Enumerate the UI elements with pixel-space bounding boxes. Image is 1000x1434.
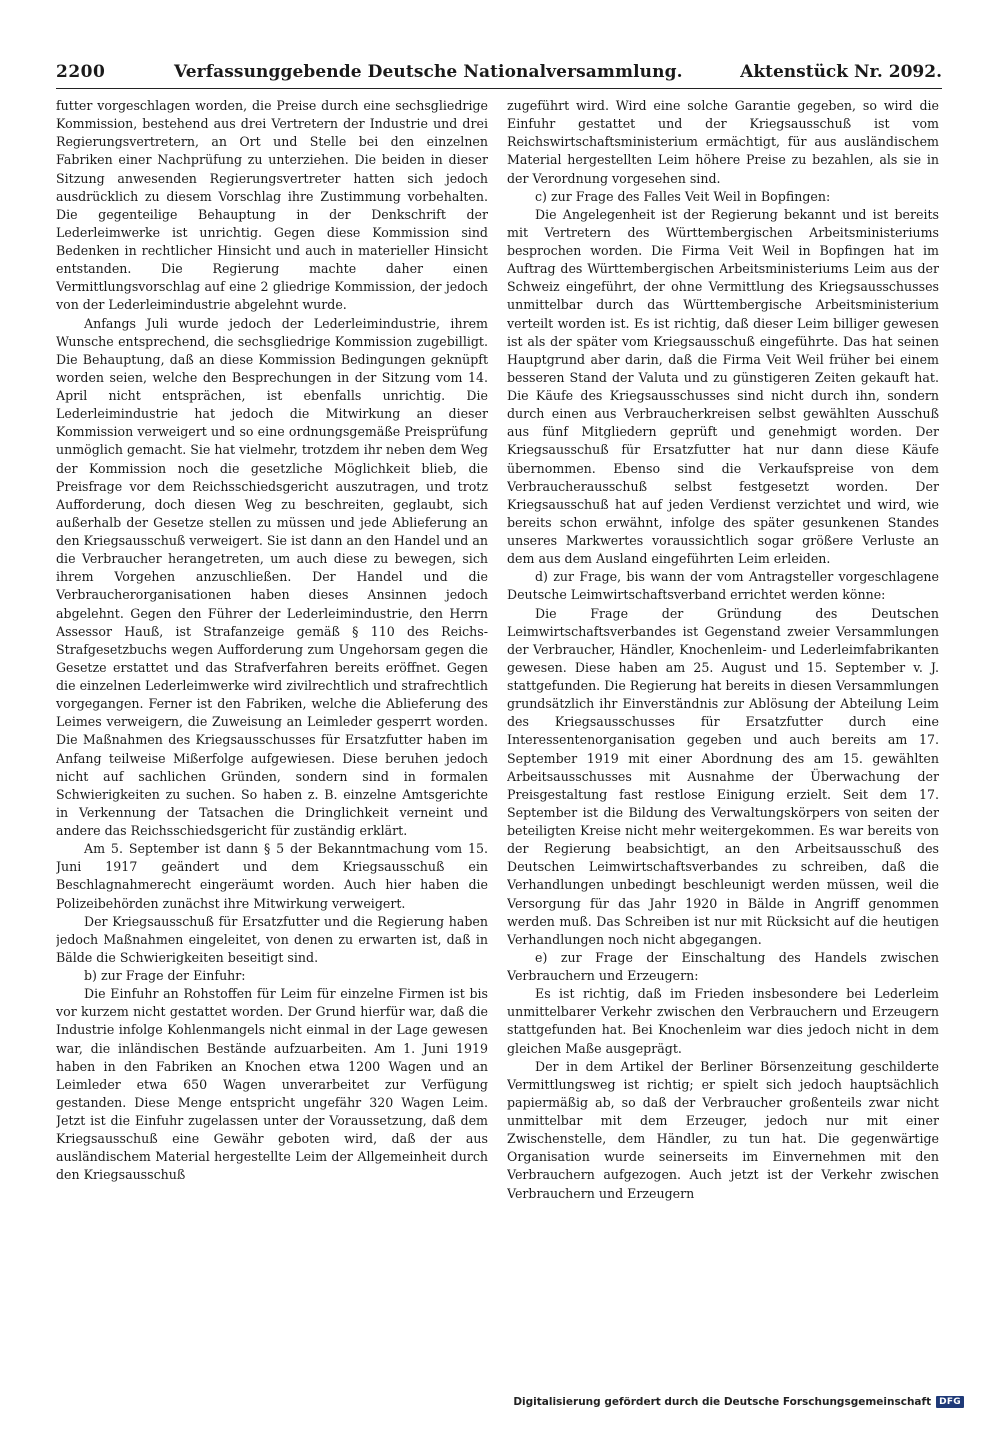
paragraph: Der Kriegsausschuß für Ersatzfutter und die Regierung haben jedoch Maßnahmen eingeleitet, von denen zu erwarten ist, daß in Bälde die Schwierigkeiten beseitigt sind. <box>56 913 488 965</box>
credit-text: Digitalisierung gefördert durch die Deutsche Forschungsgemeinschaft <box>513 1396 932 1408</box>
paragraph: Die Frage der Gründung des Deutschen Leimwirtschaftsverbandes ist Gegenstand zweier Versammlungen der Verbraucher, Händler, Knochenleim- und Lederleimfabrikanten gewesen. Diese haben am 25. August und 15. September v. J. stattgefunden. Die Regierung hat bereits in diesen Versammlungen grundsätzlich ihr Einverständnis zur Ablösung der Abteilung Leim des Kriegsausschusses für Ersatzfutter durch eine Interessentenorganisation gegeben und auch bereits am 17. September 1919 mit einer Abordnung des am 15. gewählten Arbeitsausschusses mit Ausnahme der Überwachung der Preisgestaltung fast restlose Einigung erzielt. Seit dem 17. September ist die Bildung des Verwaltungskörpers von seiten der beteiligten Kreise nicht mehr weitergekommen. Es war bereits von der Regierung beabsichtigt, an den Arbeitsausschuß des Deutschen Leimwirtschaftsverbandes zu schreiben, daß die Verhandlungen unbedingt beschleunigt werden müssen, weil die Versorgung für das Jahr 1920 in Bälde in Angriff genommen werden muß. Das Schreiben ist nur mit Rücksicht auf die heutigen Verhandlungen noch nicht abgegangen. <box>507 605 939 947</box>
section-heading: b) zur Frage der Einfuhr: <box>84 968 246 983</box>
paragraph: zugeführt wird. Wird eine solche Garantie gegeben, so wird die Einfuhr gestattet und der Kriegsausschuß ist vom Reichswirtschaftsministerium ermächtigt, für aus ausländischem Material hergestellten Leim höhere Preise zu bezahlen, als sie in der Verordnung vorgesehen sind. <box>507 98 939 186</box>
left-column <box>56 97 488 1335</box>
header-rule <box>56 88 942 89</box>
right-column <box>507 97 939 1335</box>
section-heading: e) zur Frage der Einschaltung des Handels zwischen Verbrauchern und Erzeugern: <box>507 949 939 983</box>
paragraph: Anfangs Juli wurde jedoch der Lederleimindustrie, ihrem Wunsche entsprechend, die sechsgliedrige Kommission zugebilligt. Die Behauptung, daß an diese Kommission Bedingungen geknüpft worden seien, welche den Besprechungen in der Sitzung vom 14. April nicht entsprächen, ist ebenfalls unrichtig. Die Lederleimindustrie hat jedoch die Mitwirkung an dieser Kommission verweigert und so eine ordnungsgemäße Preisprüfung unmöglich gemacht. Sie hat vielmehr, trotzdem ihr neben dem Weg der Kommission noch die gesetzliche Möglichkeit blieb, die Preisfrage vor dem Reichsschiedsgericht auszutragen, und trotz Aufforderung, doch diesen Weg zu beschreiten, geglaubt, sich außerhalb der Gesetze stellen zu müssen und jede Ablieferung an den Kriegsausschuß verweigert. Sie ist dann an den Handel und an die Verbraucher herangetreten, um auch diese zu bewegen, sich ihrem Vorgehen anzuschließen. Der Handel und die Verbraucherorganisationen haben dieses Ansinnen jedoch abgelehnt. Gegen den Führer der Lederleimindustrie, den Herrn Assessor Hauß, ist Strafanzeige gemäß § 110 des Reichs-Strafgesetzbuchs wegen Aufforderung zum Ungehorsam gegen die Gesetze erstattet und das Strafverfahren bereits eröffnet. Gegen die einzelnen Lederleimwerke wird zivilrechtlich und strafrechtlich vorgegangen. Ferner ist den Fabriken, welche die Ablieferung des Leimes verweigern, die Zuweisung an Leimleder gesperrt worden. Die Maßnahmen des Kriegsausschusses für Ersatzfutter haben im Anfang teilweise Mißerfolge aufgewiesen. Diese beruhen jedoch nicht auf sachlichen Gründen, sondern sind in formalen Schwierigkeiten zu suchen. So haben z. B. einzelne Amtsgerichte in Verkennung der Tatsachen die Dringlichkeit verneint und andere das Reichsschiedsgericht für zuständig erklärt. <box>56 315 488 838</box>
paragraph: Am 5. September ist dann § 5 der Bekanntmachung vom 15. Juni 1917 geändert und dem Kriegsausschuß ein Beschlagnahmerecht eingeräumt worden. Auch hier haben die Polizeibehörden zunächst ihre Mitwirkung verweigert. <box>56 841 488 911</box>
section-heading: d) zur Frage, bis wann der vom Antragsteller vorgeschlagene Deutsche Leimwirtschaftsverband errichtet werden könne: <box>507 569 939 603</box>
digitization-credit <box>513 1393 964 1411</box>
paragraph: Die Angelegenheit ist der Regierung bekannt und ist bereits mit Vertretern des Württembergischen Arbeitsministeriums besprochen worden. Die Firma Veit Weil in Bopfingen hat im Auftrag des Württembergischen Arbeitsministeriums Leim aus der Schweiz eingeführt, der ohne Vermittlung des Kriegsausschusses unmittelbar durch das Württembergische Arbeitsministerium verteilt worden ist. Es ist richtig, daß dieser Leim billiger gewesen ist als der später vom Kriegsausschuß eingeführte. Das hat seinen Hauptgrund aber darin, daß die Firma Veit Weil früher bei einem besseren Stand der Valuta und zu günstigeren Zeiten gekauft hat. Die Käufe des Kriegsausschusses sind nicht durch ihn, sondern durch einen aus Verbraucherkreisen selbst gewählten Ausschuß aus fünf Mitgliedern geprüft und genehmigt worden. Der Kriegsausschuß für Ersatzfutter hat nur dann diese Käufe übernommen. Ebenso sind die Verkaufspreise von dem Verbraucherausschuß selbst festgesetzt worden. Der Kriegsausschuß hat auf jeden Verdienst verzichtet und wird, wie bereits schon erwähnt, infolge des später gesunkenen Standes unseres Markwertes voraussichtlich sogar größere Verluste an dem aus dem Ausland eingeführten Leim erleiden. <box>507 206 939 567</box>
dfg-logo: DFG <box>936 1396 964 1408</box>
paragraph: Der in dem Artikel der Berliner Börsenzeitung geschilderte Vermittlungsweg ist richtig; er spielt sich jedoch hauptsächlich papiermäßig ab, so daß der Verbraucher großenteils zwar nicht unmittelbar mit dem Erzeuger, jedoch nur mit einer Zwischenstelle, dem Händler, zu tun hat. Die gegenwärtige Organisation wurde seinerseits im Einvernehmen mit den Verbrauchern aufgezogen. Auch jetzt ist der Verkehr zwischen Verbrauchern und Erzeugern <box>507 1058 939 1201</box>
page-number: 2200 <box>56 62 106 82</box>
header-title: Verfassunggebende Deutsche Nationalversammlung. <box>174 62 683 82</box>
paragraph: Die Einfuhr an Rohstoffen für Leim für einzelne Firmen ist bis vor kurzem nicht gestattet worden. Der Grund hierfür war, daß die Industrie infolge Kohlenmangels nicht einmal in der Lage gewesen war, die inländischen Bestände aufzuarbeiten. Am 1. Juni 1919 haben in den Fabriken an Knochen etwa 1200 Wagen und an Leimleder etwa 650 Wagen unverarbeitet zur Verfügung gestanden. Diese Menge entspricht ungefähr 320 Wagen Leim. Jetzt ist die Einfuhr zugelassen unter der Voraussetzung, daß dem Kriegsausschuß eine Gewähr geboten wird, daß der aus ausländischem Material hergestellte Leim der Allgemeinheit durch den Kriegsausschuß <box>56 986 488 1183</box>
paragraph: Es ist richtig, daß im Frieden insbesondere bei Lederleim unmittelbarer Verkehr zwischen den Verbrauchern und Erzeugern stattgefunden hat. Bei Knochenleim war dies jedoch nicht in dem gleichen Maße ausgeprägt. <box>507 986 939 1056</box>
paragraph: futter vorgeschlagen worden, die Preise durch eine sechsgliedrige Kommission, bestehend aus drei Vertretern der Industrie und drei Regierungsvertretern, an Ort und Stelle bei den einzelnen Fabriken einer Nachprüfung zu unterziehen. Die beiden in dieser Sitzung anwesenden Regierungsvertreter hatten sich jedoch ausdrücklich zu diesem Vorschlag ihre Zustimmung vorbehalten. Die gegenteilige Behauptung in der Denkschrift der Lederleimwerke ist unrichtig. Gegen diese Kommission sind Bedenken in rechtlicher Hinsicht und auch in materieller Hinsicht entstanden. Die Regierung machte daher einen Vermittlungsvorschlag auf eine 2 gliedrige Kommission, der jedoch von der Lederleimindustrie abgelehnt wurde. <box>56 98 488 313</box>
document-number: Aktenstück Nr. 2092. <box>740 62 942 82</box>
section-heading: c) zur Frage des Falles Veit Weil in Bopfingen: <box>535 188 831 204</box>
running-header <box>56 60 942 86</box>
